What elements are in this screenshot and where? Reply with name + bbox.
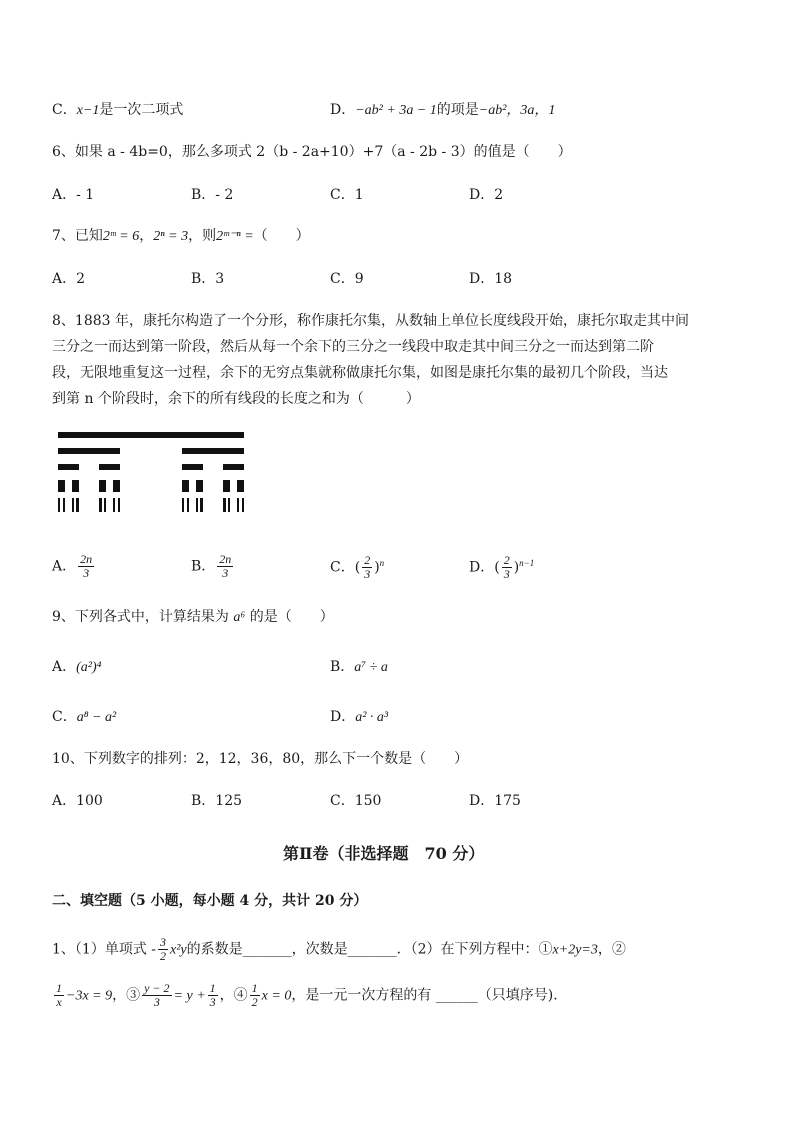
q7-option-b: B．3 xyxy=(191,271,225,287)
cantor-stage-4-segment xyxy=(242,498,244,512)
cantor-stage-3-segment xyxy=(113,480,120,492)
q7-cond2: 2ⁿ = 3 xyxy=(153,229,189,244)
q10-option-c: C．150 xyxy=(330,793,382,809)
q8-a-letter: A． xyxy=(52,558,77,575)
cantor-stage-4-segment xyxy=(182,498,184,512)
q8-option-a xyxy=(52,553,96,580)
q5-d-letter: D． xyxy=(330,102,356,118)
part2-title: 第Ⅱ卷（非选择题 70 分） xyxy=(283,844,485,863)
q8-line-2: 三分之一而达到第一阶段，然后从每一个余下的三分之一线段中取走其中间三分之一而达到第二阶 xyxy=(52,339,654,355)
q9-option-c xyxy=(52,707,116,728)
cantor-stage-3-segment xyxy=(72,480,79,492)
q10-option-a: A．100 xyxy=(52,793,103,809)
fill1-line-2 xyxy=(52,982,558,1009)
fill1-c: ，② xyxy=(597,941,626,958)
q9-d-letter: D． xyxy=(330,709,356,725)
cantor-stage-3-segment xyxy=(237,480,244,492)
q7-paren: （ ） xyxy=(253,228,310,244)
section-fill-in-blank: 二、填空题（5 小题，每小题 4 分，共计 20 分） xyxy=(52,893,368,909)
q5-option-d xyxy=(330,100,555,121)
q8-b-fraction xyxy=(217,553,233,580)
fill1-eq3-right-fraction: $\frac{1}{3}$ xyxy=(209,981,216,1009)
q9-b-expr: a⁷ ÷ a xyxy=(354,660,388,675)
q9-b-letter: B． xyxy=(330,659,355,675)
q9-a-letter: A． xyxy=(52,659,77,675)
q5-d-items: −ab²，3a，1 xyxy=(478,103,556,118)
cantor-stage-4-segment xyxy=(228,498,230,512)
q8-option-c: C．( $\frac{2}{3}$ )$^n$ xyxy=(330,553,385,582)
q8-line-3: 段，无限地重复这一过程，余下的无穷点集就称做康托尔集，如图是康托尔集的最初几个阶段，当达 xyxy=(52,365,668,381)
fill1-f: ，是一元一次方程的有 ______（只填序号). xyxy=(291,987,558,1004)
fill1-b: 的系数是_______，次数是_______．（2）在下列方程中：① xyxy=(186,941,553,958)
cantor-stage-4-segment xyxy=(72,498,74,512)
q8-b-den: 3 xyxy=(222,566,229,580)
q9-option-b xyxy=(330,657,388,678)
q9-c-letter: C． xyxy=(52,709,77,725)
cantor-stage-3-segment xyxy=(223,480,230,492)
q9-option-a xyxy=(52,657,102,678)
q5-d-text: 的项是 xyxy=(436,102,479,118)
cantor-stage-3-segment xyxy=(99,480,106,492)
fill1-coef-num: 3 xyxy=(160,935,167,949)
q7-option-a: A．2 xyxy=(52,271,86,287)
q8-a-fraction xyxy=(78,553,94,580)
q6-option-b: B．- 2 xyxy=(191,187,234,203)
fill1-eq3-mid: = y + xyxy=(173,988,206,1004)
q5-option-c xyxy=(52,100,183,121)
cantor-stage-4-segment xyxy=(76,498,78,512)
cantor-stage-2-segment xyxy=(58,464,79,470)
fill1-line-1: 1、（1）单项式 - $\frac{3}{2}$ x²y的系数是_______，次数是_______．（2）在下列方程中：①x+2y=3，② xyxy=(52,935,626,963)
q9-d-expr: a² · a³ xyxy=(355,710,389,725)
q8-c-fraction xyxy=(362,554,372,581)
cantor-stage-2-segment xyxy=(182,464,203,470)
q6-option-c: C．1 xyxy=(330,187,364,203)
q10-stem: 10、下列数字的排列：2，12，36，80，那么下一个数是（ ） xyxy=(52,751,469,767)
fill1-coef-den: 2 xyxy=(160,949,167,963)
fill1-coef-fraction xyxy=(158,936,168,963)
q8-d-num: 2 xyxy=(503,553,510,568)
fill1-eq2-fraction: $\frac{1}{x}$ xyxy=(56,981,62,1009)
fill1-eq3-left-fraction: $\frac{y - 2}{3}$ xyxy=(144,981,170,1009)
q8-option-d: D．( $\frac{2}{3}$ )$^{n-1}$ xyxy=(469,553,535,582)
q9-c-expr: a⁸ − a² xyxy=(76,710,117,725)
fill1-eq2-rest: −3x = 9 xyxy=(66,988,113,1004)
fill1-e: ，④ xyxy=(219,987,248,1004)
fill1-d: ，③ xyxy=(112,987,141,1004)
q8-d-fraction xyxy=(502,554,512,581)
q8-a-den: 3 xyxy=(83,566,90,580)
q5-d-expr: −ab² + 3a − 1 xyxy=(355,103,437,118)
q8-d-exp: n−1 xyxy=(519,558,535,568)
cantor-stage-4-segment xyxy=(113,498,115,512)
cantor-stage-3-segment xyxy=(196,480,203,492)
q8-c-letter: C． xyxy=(330,559,355,576)
q8-d-den: 3 xyxy=(503,567,510,582)
cantor-stage-4-segment xyxy=(58,498,60,512)
cantor-stage-2-segment xyxy=(99,464,120,470)
q5-c-text: 是一次二项式 xyxy=(99,102,184,118)
cantor-stage-4-segment xyxy=(104,498,106,512)
q7-stem-b: ，则 xyxy=(188,228,217,244)
q8-c-den: 3 xyxy=(364,567,371,582)
q8-a-num: 2n xyxy=(80,552,93,566)
q7-sep: ， xyxy=(139,228,154,244)
q8-option-b xyxy=(191,553,235,580)
q7-stem-a: 7、已知 xyxy=(52,228,103,244)
fill1-mono: x²y xyxy=(170,942,187,958)
cantor-set-figure xyxy=(58,432,246,528)
cantor-stage-3-segment xyxy=(182,480,189,492)
cantor-stage-4-segment xyxy=(99,498,101,512)
fill1-eq4-rest: x = 0 xyxy=(261,988,292,1004)
cantor-stage-4-segment xyxy=(196,498,198,512)
q10-option-d: D．175 xyxy=(469,793,521,809)
q8-c-exp: n xyxy=(379,558,385,568)
q8-b-letter: B． xyxy=(191,558,216,575)
q7-cond1: 2ᵐ = 6 xyxy=(102,229,140,244)
q5-c-letter: C． xyxy=(52,102,77,118)
cantor-stage-0-segment xyxy=(58,432,244,438)
q7-stem xyxy=(52,226,310,247)
q9-option-d xyxy=(330,707,388,728)
q9-stem-text: 9、下列各式中，计算结果为 xyxy=(52,609,229,625)
q8-c-num: 2 xyxy=(364,553,371,568)
q10-option-b: B．125 xyxy=(191,793,243,809)
cantor-stage-4-segment xyxy=(200,498,202,512)
q5-c-expr: x−1 xyxy=(76,103,100,118)
fill1-eq4-fraction: $\frac{1}{2}$ xyxy=(251,981,258,1009)
q9-target: a⁶ xyxy=(233,610,246,625)
cantor-stage-2-segment xyxy=(223,464,244,470)
q7-option-d: D．18 xyxy=(469,271,513,287)
q6-stem: 6、如果 a - 4b=0，那么多项式 2（b - 2a+10）+7（a - 2b - 3）的值是（ ） xyxy=(52,144,572,160)
q8-line-1: 8、1883 年，康托尔构造了一个分形，称作康托尔集，从数轴上单位长度线段开始，康托尔取走其中间 xyxy=(52,313,689,329)
q7-ask: 2ᵐ⁻ⁿ = xyxy=(216,229,254,244)
q8-b-num: 2n xyxy=(219,552,232,566)
cantor-stage-4-segment xyxy=(118,498,120,512)
cantor-stage-3-segment xyxy=(58,480,65,492)
cantor-stage-4-segment xyxy=(237,498,239,512)
q9-a-expr: (a²)⁴ xyxy=(76,660,102,675)
fill1-a: 1、（1）单项式 xyxy=(52,941,147,958)
q9-stem-end: 的是（ ） xyxy=(249,609,334,625)
cantor-stage-4-segment xyxy=(63,498,65,512)
q8-d-letter: D． xyxy=(469,559,495,576)
q9-stem xyxy=(52,607,334,628)
q7-option-c: C．9 xyxy=(330,271,364,287)
q8-line-4: 到第 n 个阶段时，余下的所有线段的长度之和为（ ） xyxy=(52,391,420,407)
cantor-stage-4-segment xyxy=(187,498,189,512)
fill1-eq1: x+2y=3 xyxy=(552,942,598,958)
q6-option-a: A．- 1 xyxy=(52,187,95,203)
cantor-stage-4-segment xyxy=(223,498,225,512)
cantor-stage-1-segment xyxy=(182,448,244,454)
cantor-stage-1-segment xyxy=(58,448,120,454)
q6-option-d: D．2 xyxy=(469,187,504,203)
